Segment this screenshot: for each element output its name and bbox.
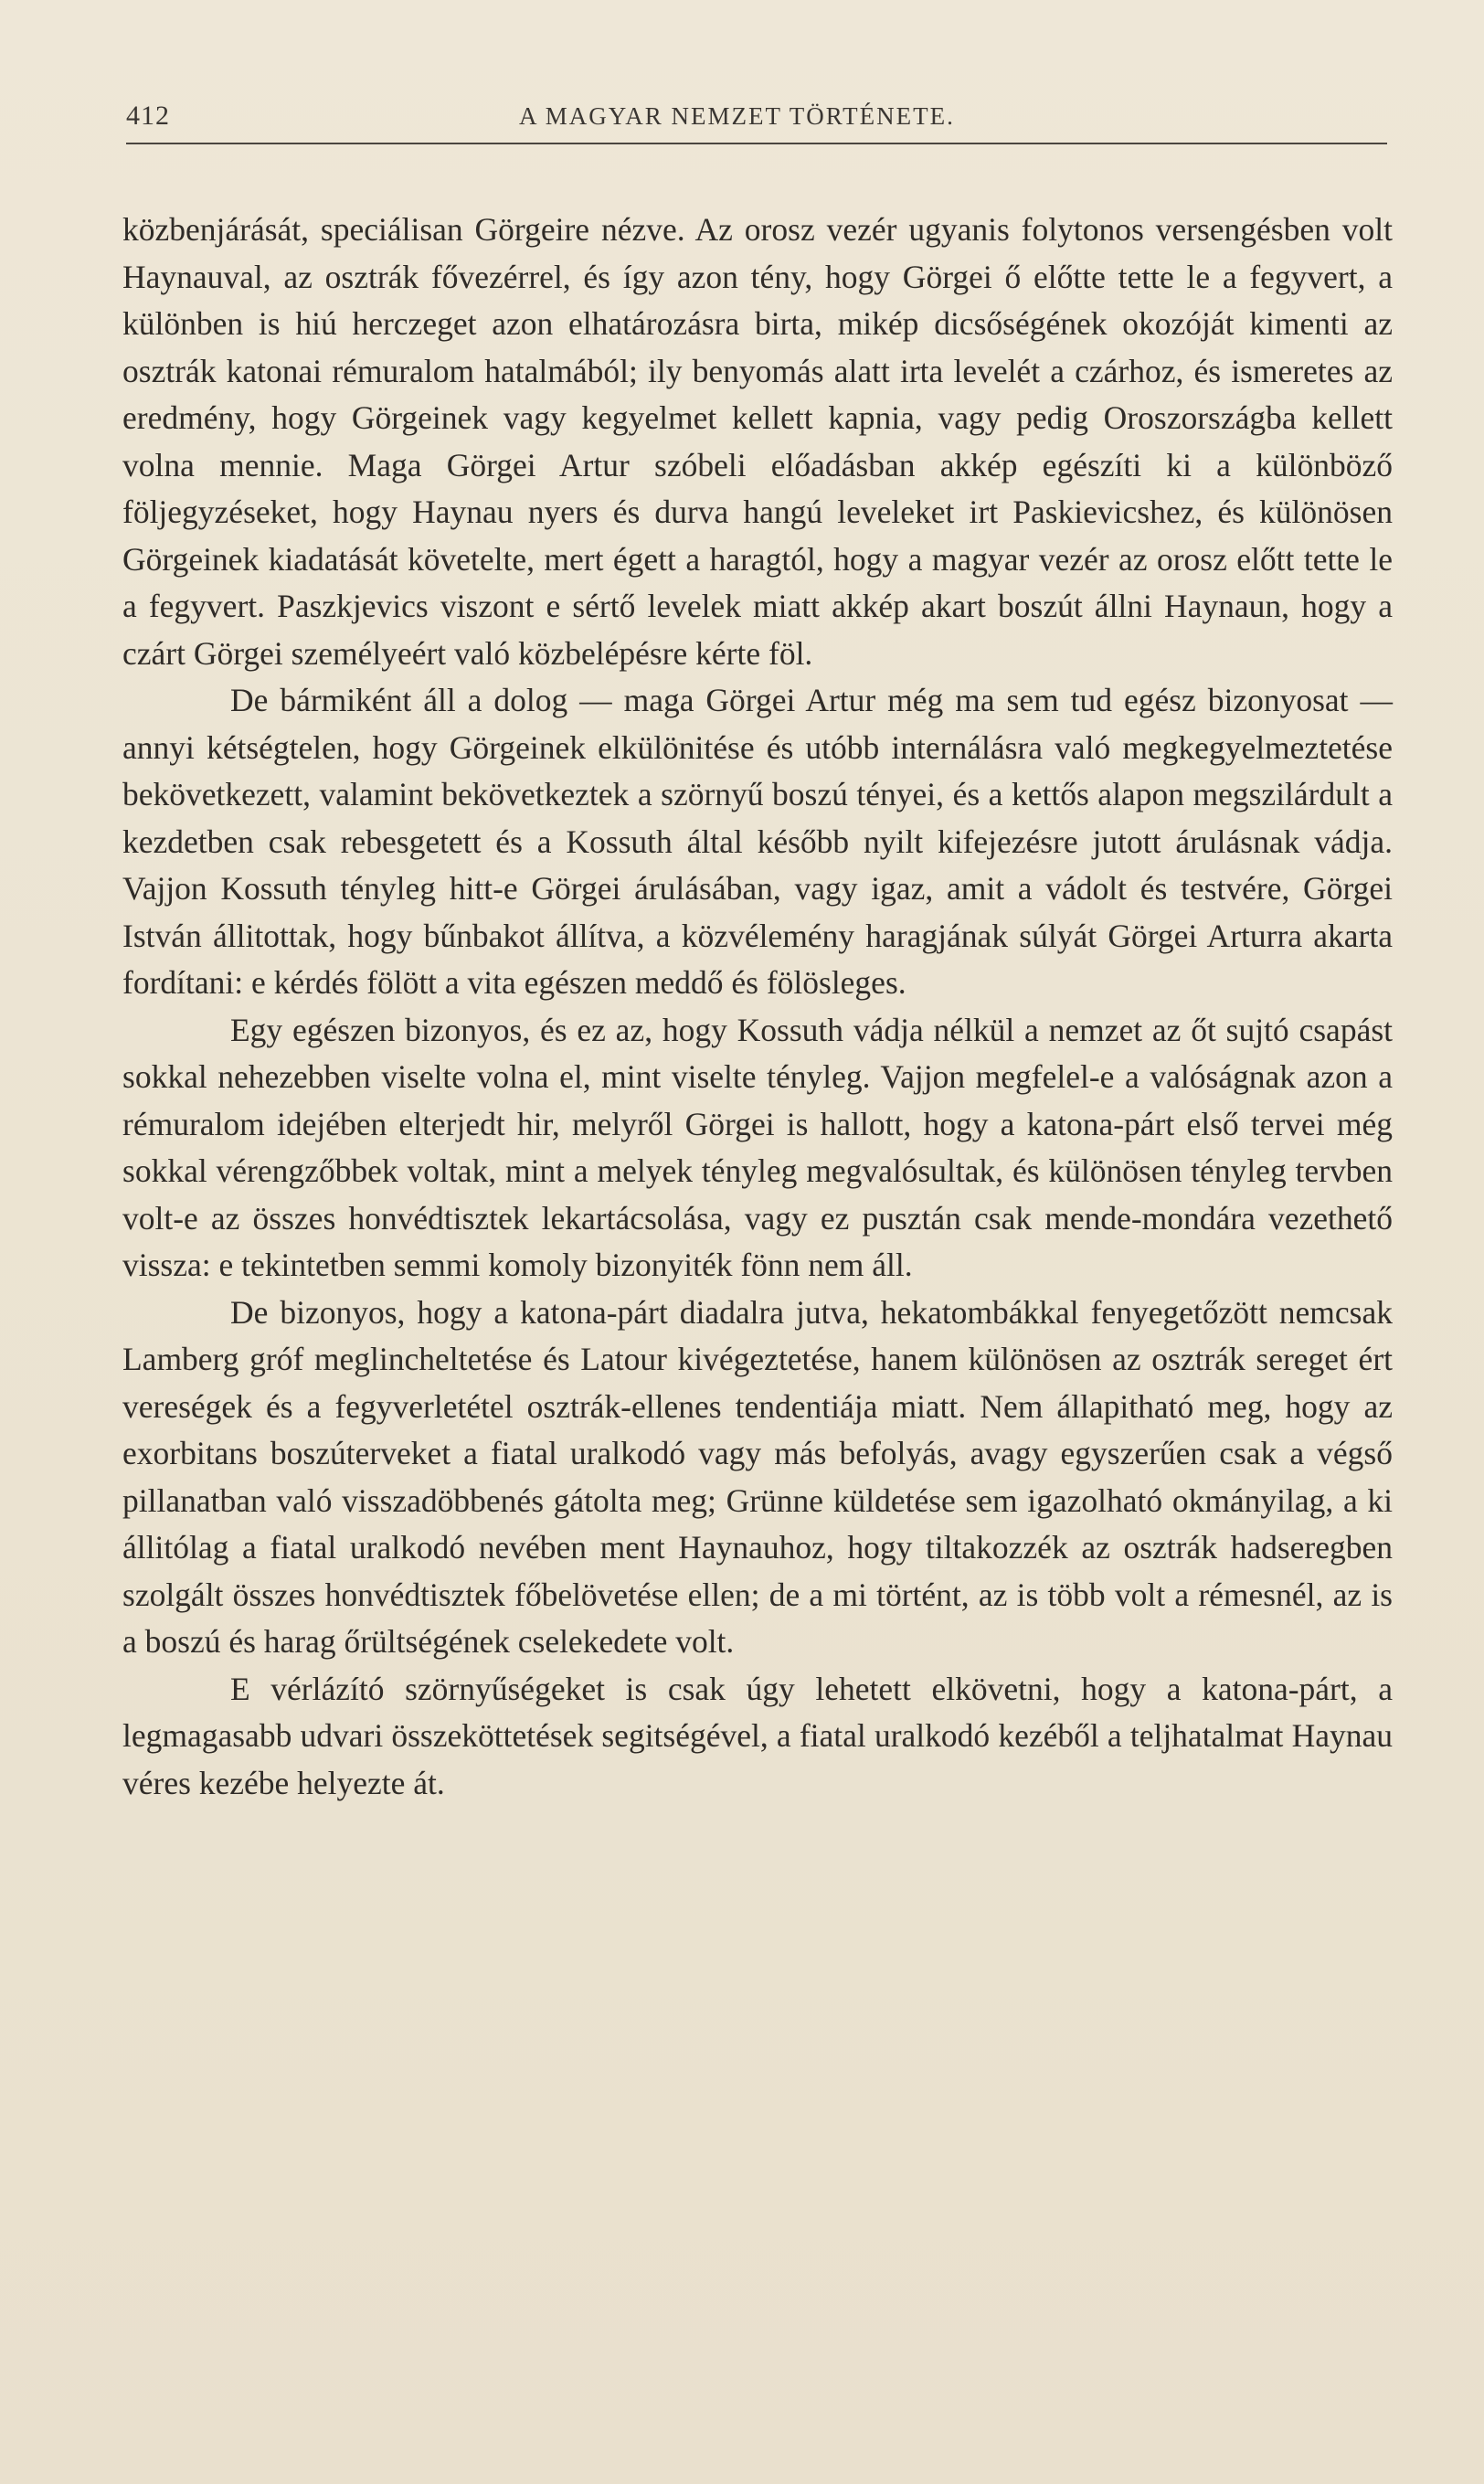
page-number: 412 bbox=[126, 101, 170, 131]
paragraph: E vérlázító szörnyűségeket is csak úgy lehetett elkövetni, hogy a katona-párt, a legmagasabb udvari összeköttetések segitségével, a fiatal uralkodó kezéből a teljhatalmat Haynau véres kezébe helyezte át. bbox=[122, 1670, 1393, 1801]
paragraph: De bármiként áll a dolog — maga Görgei Artur még ma sem tud egész bizonyosat — annyi kétségtelen, hogy Görgeinek elkülönitése és utóbb internálásra való megkegyelmeztetése bekövetkezett, valamint bekövetkeztek a szörnyű boszú tényei, és a kettős alapon megszilárdult a kezdetben csak rebesgetett és a Kossuth által később nyilt kifejezésre jutott árulásnak vádja. Vajjon Kossuth tényleg hitt-e Görgei árulásában, vagy igaz, amit a vádolt és testvére, Görgei István állitottak, hogy bűnbakot állítva, a közvélemény haragjának súlyát Görgei Arturra akarta fordítani: e kérdés fölött a vita egészen meddő és fölösleges. bbox=[122, 682, 1393, 1001]
body-text bbox=[122, 207, 1393, 1807]
running-title: A MAGYAR NEMZET TÖRTÉNETE. bbox=[519, 102, 955, 130]
paragraph: De bizonyos, hogy a katona-párt diadalra jutva, hekatombákkal fenyegetőzött nemcsak Lamberg gróf meglincheltetése és Latour kivégeztetése, hanem különösen az osztrák sereget ért vereségek és a fegyverletétel osztrák-ellenes tendentiája miatt. Nem állapitható meg, hogy az exorbitans boszúterveket a fiatal uralkodó vagy más befolyás, avagy egyszerűen csak a végső pillanatban való visszadöbbenés gátolta meg; Grünne küldetése sem igazolható okmányilag, a ki állitólag a fiatal uralkodó nevében ment Haynauhoz, hogy tiltakozzék az osztrák hadseregben szolgált összes honvédtisztek főbelövetése ellen; de a mi történt, az is több volt a rémesnél, az is a boszú és harag őrültségének cselekedete volt. bbox=[122, 1293, 1393, 1660]
paragraph: Egy egészen bizonyos, és ez az, hogy Kossuth vádja nélkül a nemzet az őt sujtó csapást sokkal nehezebben viselte volna el, mint viselte tényleg. Vajjon megfelel-e a valóságnak azon a rémuralom idejében elterjedt hir, melyről Görgei is hallott, hogy a katona-párt első tervei még sokkal vérengzőbbek voltak, mint a melyek tényleg megvalósultak, és különösen tényleg tervben volt-e az összes honvédtisztek lekartácsolása, vagy ez pusztán csak mende-mondára vezethető vissza: e tekintetben semmi komoly bizonyiték fönn nem áll. bbox=[122, 1011, 1393, 1283]
running-head bbox=[126, 95, 1387, 135]
paragraph: közbenjárását, speciálisan Görgeire nézve. Az orosz vezér ugyanis folytonos versengésben volt Haynauval, az osztrák fővezérrel, és így azon tény, hogy Görgei ő előtte tette le a fegyvert, a különben is hiú herczeget azon elhatározásra birta, mikép dicsőségének okozóját kimenti az osztrák katonai rémuralom hatalmából; ily benyomás alatt irta levelét a czárhoz, és ismeretes az eredmény, hogy Görgeinek vagy kegyelmet kellett kapnia, vagy pedig Oroszországba kellett volna mennie. Maga Görgei Artur szóbeli előadásban akkép egészíti ki a különböző följegyzéseket, hogy Haynau nyers és durva hangú leveleket irt Paskievicshez, és különösen Görgeinek kiadatását követelte, mert égett a haragtól, hogy a magyar vezér az orosz előtt tette le a fegyvert. Paszkjevics viszont e sértő levelek miatt akkép akart boszút állni Haynaun, hogy a czárt Görgei személyeért való közbelépésre kérte föl. bbox=[122, 211, 1393, 672]
header-rule bbox=[126, 143, 1387, 144]
